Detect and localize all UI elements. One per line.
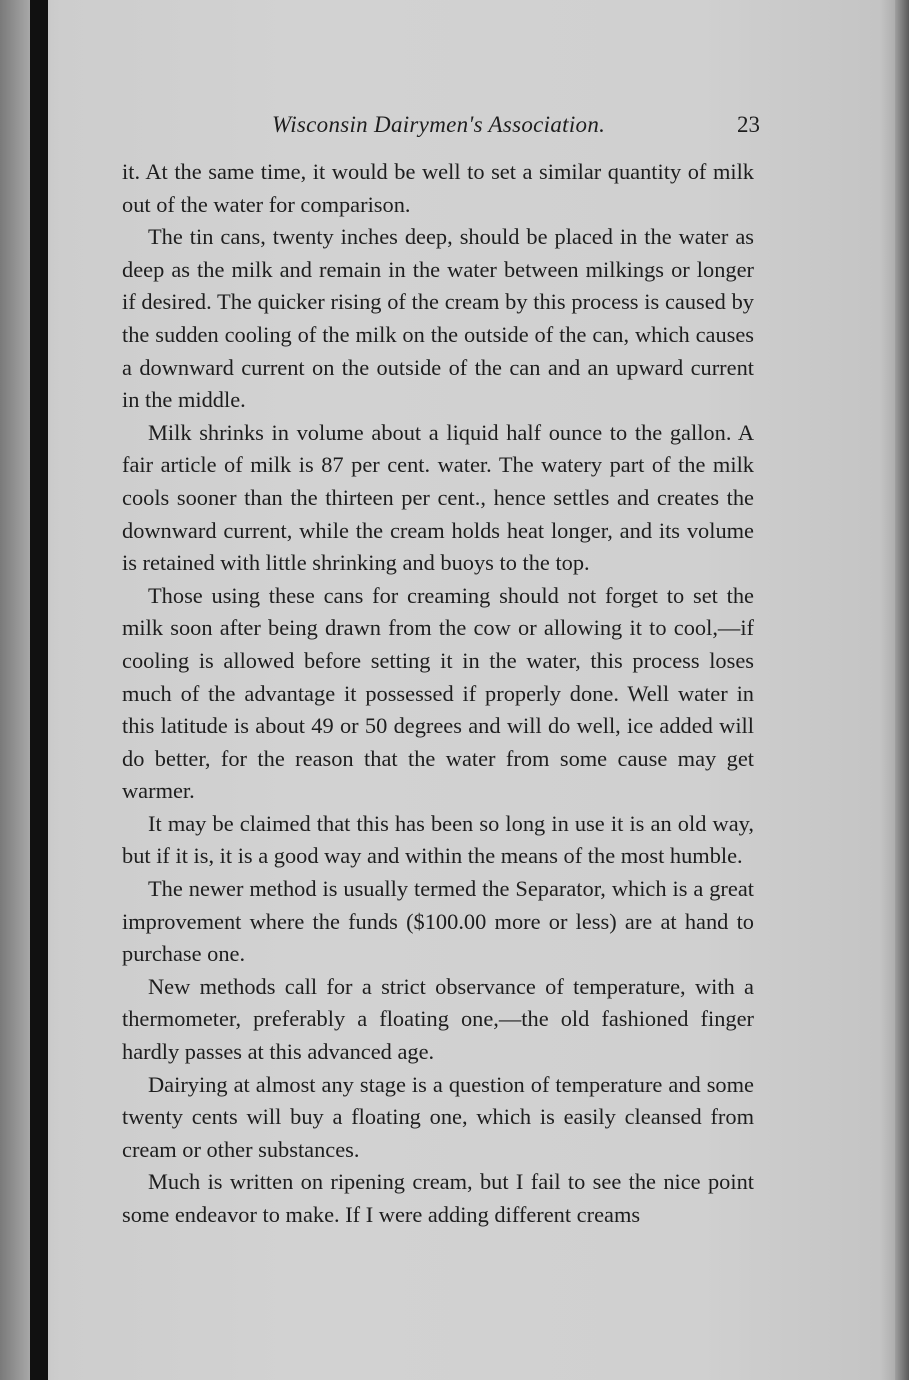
paragraph-5: It may be claimed that this has been so long in use it is an old way, but if it is, it is a good way and within the means of the most humble.: [122, 810, 754, 869]
page-right-edge: [895, 0, 909, 1380]
paragraph-1: it. At the same time, it would be well to set a similar quantity of milk out of the water for comparison.: [122, 159, 754, 217]
page-number: 23: [737, 112, 760, 137]
body-text: [122, 156, 754, 1232]
book-binding-edge: [30, 0, 48, 1380]
paragraph-6: The newer method is usually termed the Separator, which is a great improvement where the funds ($100.00 more or less) are at hand to purchase one.: [122, 876, 754, 967]
paragraph-8: Dairying at almost any stage is a question of temperature and some twenty cents will buy a floating one, which is easily cleansed from cream or other substances.: [122, 1071, 754, 1162]
paragraph-9: Much is written on ripening cream, but I fail to see the nice point some endeavor to make. If I were adding different creams: [122, 1169, 754, 1227]
paragraph-7: New methods call for a strict observance of temperature, with a thermometer, preferably a floating one,—the old fashioned finger hardly passes at this advanced age.: [122, 973, 754, 1065]
paragraph-3: Milk shrinks in volume about a liquid half ounce to the gallon. A fair article of milk is 87 per cent. water. The watery part of the milk cools sooner than the thirteen per cent., hence settles and creates the downward current, while the cream holds heat longer, and its volume is retained with little shrinking and buoys to the top.: [122, 419, 754, 576]
page-header: [120, 112, 760, 144]
paragraph-4: Those using these cans for creaming should not forget to set the milk soon after being drawn from the cow or allowing it to cool,—if cooling is allowed before setting it in the water, this process loses much of the advantage it possessed if properly done. Well water in this latitude is about 49 or 50 degrees and will do well, ice added will do better, for the reason that the water from some cause may get warmer.: [122, 582, 754, 804]
paragraph-2: The tin cans, twenty inches deep, should be placed in the water as deep as the milk and remain in the water between milkings or longer if desired. The quicker rising of the cream by this process is caused by the sudden cooling of the milk on the outside of the can, which causes a downward current on the outside of the can and an upward current in the middle.: [122, 224, 754, 413]
binding-shadow: [0, 0, 30, 1380]
running-title: Wisconsin Dairymen's Association.: [272, 112, 606, 137]
